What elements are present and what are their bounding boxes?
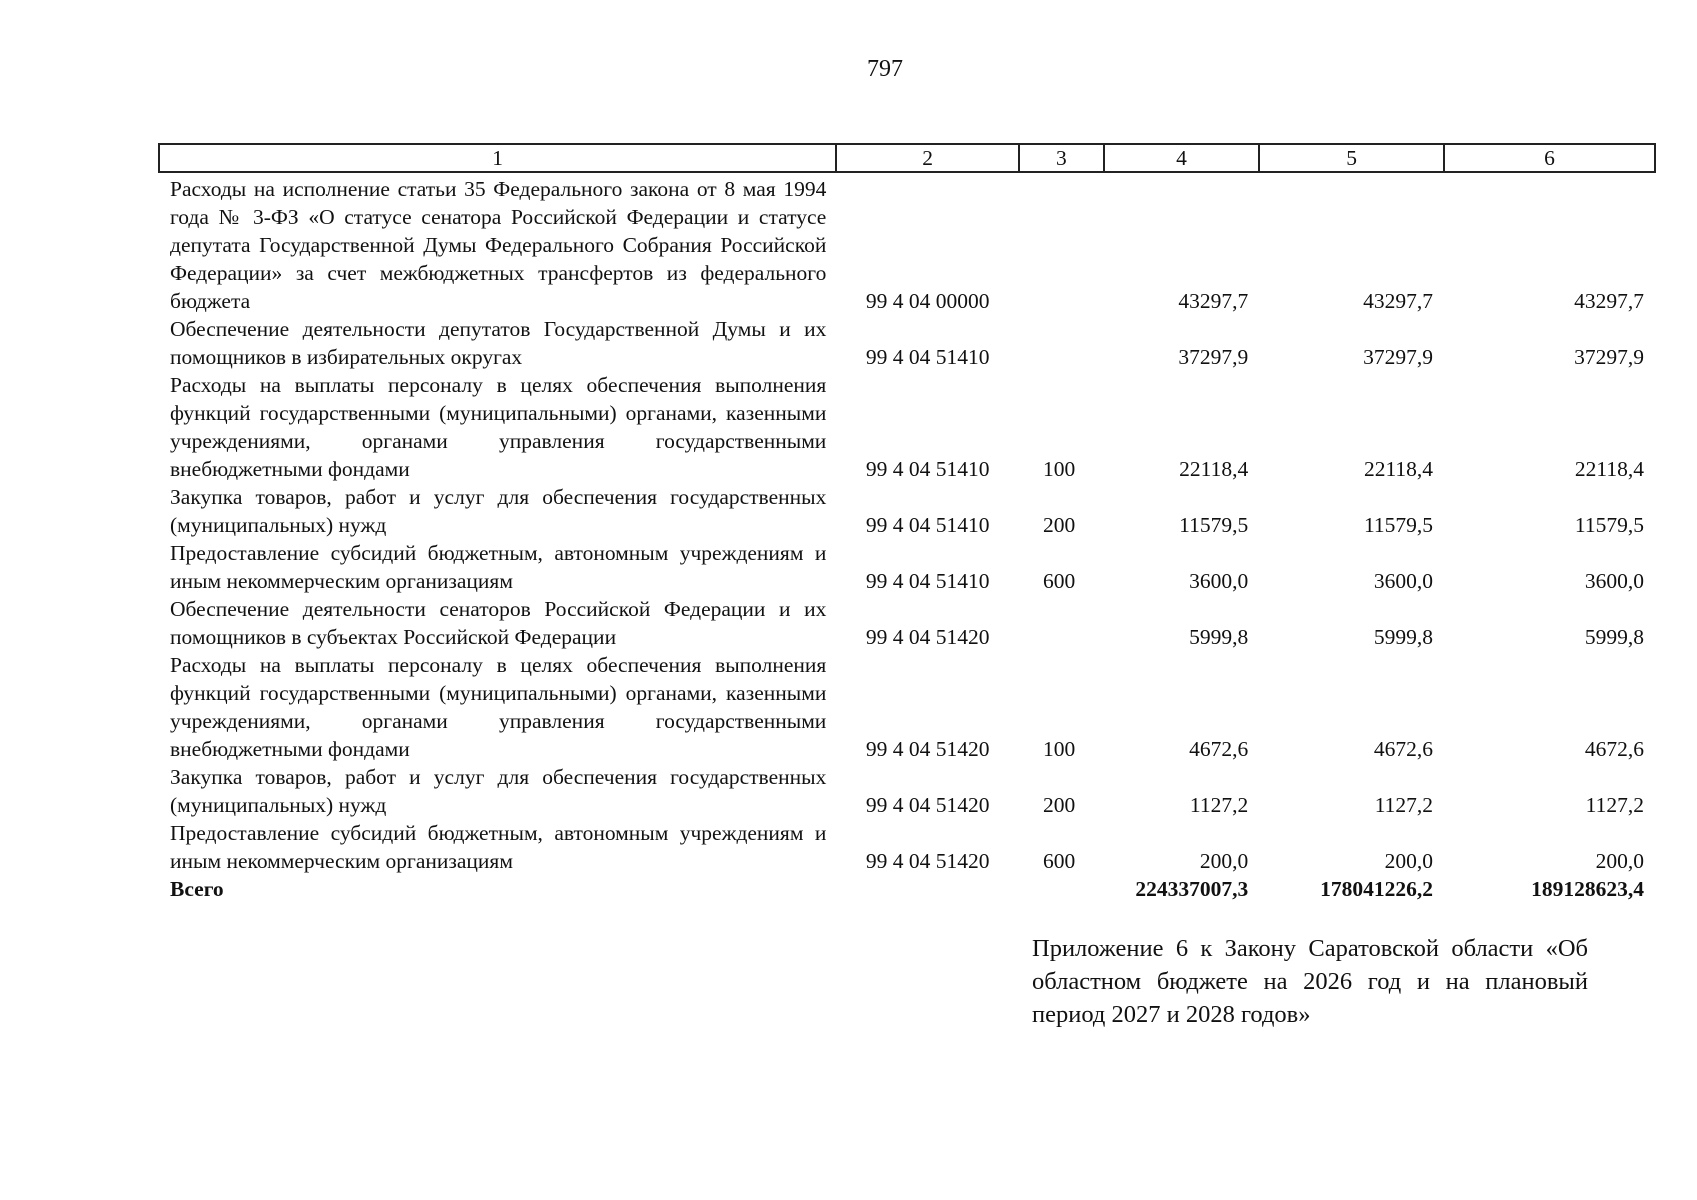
column-header-6: 6: [1444, 144, 1655, 172]
budget-table: [158, 143, 1656, 903]
amount-2028: 4672,6: [1584, 737, 1644, 761]
amount-2027: 11579,5: [1363, 513, 1434, 537]
page-number: 797: [867, 56, 903, 82]
amount-2027: 37297,9: [1363, 345, 1434, 369]
expense-name: Расходы на выплаты персоналу в целях обеспечения выполнения функций государственными (муниципальными) органами, казенными учреждениями, органами управления государственными внебюджетными фондами: [170, 653, 827, 761]
amount-2028: 11579,5: [1574, 513, 1644, 537]
expense-type-code: [1019, 315, 1104, 371]
amount-2027: 4672,6: [1373, 737, 1434, 761]
table-header-row: [159, 144, 1655, 172]
total-empty-code: [836, 875, 1019, 903]
amount-2027: 1127,2: [1374, 793, 1434, 817]
amount-2026: 11579,5: [1179, 513, 1249, 537]
amount-2026: 1127,2: [1189, 793, 1249, 817]
expense-name: Расходы на выплаты персоналу в целях обеспечения выполнения функций государственными (муниципальными) органами, казенными учреждениями, органами управления государственными внебюджетными фондами: [170, 373, 827, 481]
amount-2028: 3600,0: [1584, 569, 1644, 593]
amount-2028: 37297,9: [1574, 345, 1644, 369]
target-article-code: 99 4 04 51420: [865, 737, 990, 761]
expense-name: Расходы на исполнение статьи 35 Федерального закона от 8 мая 1994 года № 3-ФЗ «О статусе сенатора Российской Федерации и статусе депутата Государственной Думы Федерального Собрания Российской Федерации» за счет межбюджетных трансфертов из федерального бюджета: [170, 177, 827, 313]
expense-name: Закупка товаров, работ и услуг для обеспечения государственных (муниципальных) нужд: [170, 485, 827, 537]
target-article-code: 99 4 04 51420: [865, 625, 990, 649]
amount-2026: 37297,9: [1178, 345, 1249, 369]
expense-type-code: 200: [1042, 513, 1076, 537]
amount-2028: 1127,2: [1585, 793, 1644, 817]
column-header-5: 5: [1259, 144, 1444, 172]
expense-type-code: 600: [1042, 849, 1076, 873]
expense-type-code: [1019, 595, 1104, 651]
amount-2026: 3600,0: [1189, 569, 1249, 593]
table-row: [159, 315, 1655, 371]
total-row: [159, 875, 1655, 903]
column-header-1: 1: [159, 144, 836, 172]
amount-2026: 22118,4: [1179, 457, 1249, 481]
amount-2027: 5999,8: [1373, 625, 1434, 649]
table-row: [159, 483, 1655, 539]
column-header-3: 3: [1019, 144, 1104, 172]
expense-type-code: 100: [1042, 737, 1076, 761]
total-2027: 178041226,2: [1320, 877, 1434, 901]
expense-name: Предоставление субсидий бюджетным, автономным учреждениям и иным некоммерческим организациям: [170, 541, 827, 593]
amount-2027: 43297,7: [1363, 289, 1434, 313]
column-header-4: 4: [1104, 144, 1259, 172]
target-article-code: 99 4 04 00000: [865, 289, 990, 313]
table-row: [159, 651, 1655, 763]
total-empty-type: [1019, 875, 1104, 903]
amount-2026: 5999,8: [1189, 625, 1249, 649]
target-article-code: 99 4 04 51420: [865, 849, 990, 873]
amount-2028: 5999,8: [1584, 625, 1644, 649]
total-label: Всего: [170, 877, 224, 901]
expense-type-code: 100: [1042, 457, 1076, 481]
amount-2026: 43297,7: [1178, 289, 1249, 313]
expense-name: Закупка товаров, работ и услуг для обеспечения государственных (муниципальных) нужд: [170, 765, 827, 817]
expense-type-code: [1019, 172, 1104, 315]
table-row: [159, 595, 1655, 651]
amount-2026: 200,0: [1199, 849, 1249, 873]
amount-2028: 22118,4: [1574, 457, 1644, 481]
column-header-2: 2: [836, 144, 1019, 172]
expense-name: Обеспечение деятельности сенаторов Российской Федерации и их помощников в субъектах Российской Федерации: [170, 597, 827, 649]
target-article-code: 99 4 04 51420: [865, 793, 990, 817]
expense-type-code: 200: [1042, 793, 1076, 817]
expense-name: Обеспечение деятельности депутатов Государственной Думы и их помощников в избирательных округах: [170, 317, 827, 369]
table-row: [159, 371, 1655, 483]
table-row: [159, 539, 1655, 595]
appendix-note: Приложение 6 к Закону Саратовской области «Об областном бюджете на 2026 год и на плановый период 2027 и 2028 годов»: [1032, 935, 1588, 1028]
target-article-code: 99 4 04 51410: [865, 345, 990, 369]
total-2028: 189128623,4: [1531, 877, 1644, 901]
amount-2026: 4672,6: [1189, 737, 1249, 761]
total-2026: 224337007,3: [1135, 877, 1249, 901]
table-row: [159, 763, 1655, 819]
table-row: [159, 172, 1655, 315]
table-row: [159, 819, 1655, 875]
target-article-code: 99 4 04 51410: [865, 569, 990, 593]
amount-2028: 43297,7: [1574, 289, 1644, 313]
amount-2028: 200,0: [1595, 849, 1644, 873]
amount-2027: 3600,0: [1373, 569, 1434, 593]
expense-name: Предоставление субсидий бюджетным, автономным учреждениям и иным некоммерческим организациям: [170, 821, 827, 873]
expense-type-code: 600: [1042, 569, 1076, 593]
target-article-code: 99 4 04 51410: [865, 513, 990, 537]
target-article-code: 99 4 04 51410: [865, 457, 990, 481]
amount-2027: 22118,4: [1363, 457, 1434, 481]
amount-2027: 200,0: [1384, 849, 1434, 873]
